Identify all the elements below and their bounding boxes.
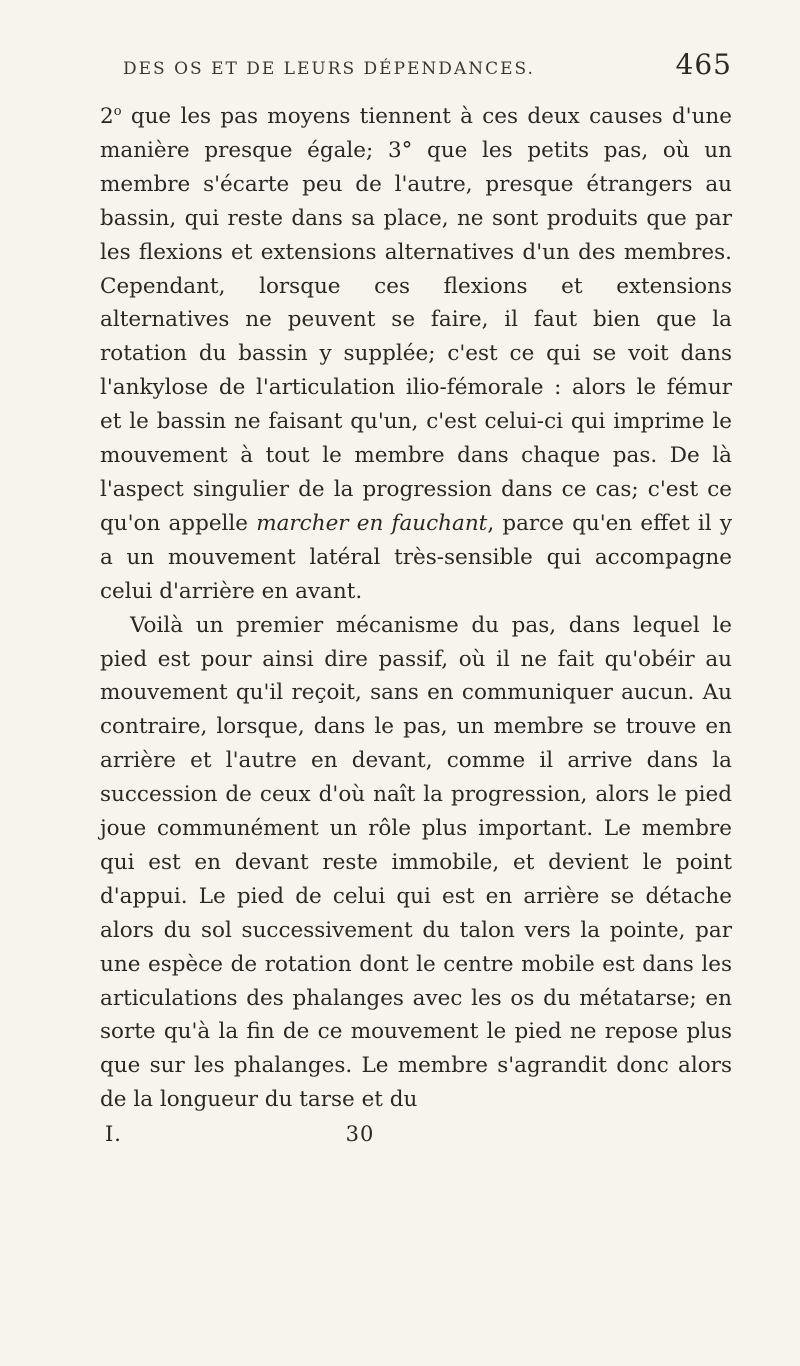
running-title: DES OS ET DE LEURS DÉPENDANCES. <box>123 59 535 79</box>
paragraph-1-text-after: , parce qu'en effet il y a un mouvement latéral très-sensible qui accompagne celui d'arrière en avant. <box>100 510 732 604</box>
paragraph-2: Voilà un premier mécanisme du pas, dans lequel le pied est pour ainsi dire passif, où il ne fait qu'obéir au mouvement qu'il reçoit, sans en communiquer aucun. Au contraire, lorsque, dans le pas, un membre se trouve en arrière et l'autre en devant, comme il arrive dans la succession de ceux d'où naît la progression, alors le pied joue communément un rôle plus important. Le membre qui est en devant reste immobile, et devient le point d'appui. Le pied de celui qui est en arrière se détache alors du sol successivement du talon vers la pointe, par une espèce de rotation dont le centre mobile est dans les articulations des phalanges avec les os du métatarse; en sorte qu'à la fin de ce mouvement le pied ne repose plus que sur les phalanges. Le membre s'agrandit donc alors de la longueur du tarse et du <box>100 612 732 1113</box>
page-footer <box>100 1119 732 1149</box>
lead-ordinal-mark: o <box>113 103 122 119</box>
gathering-number: 30 <box>345 1122 375 1147</box>
running-head <box>100 48 732 82</box>
page-number: 465 <box>675 48 732 81</box>
paragraph-1-text-before: que les pas moyens tiennent à ces deux causes d'une manière presque égale; 3° que les petits pas, où un membre s'écarte peu de l'autre, presque étrangers au bassin, qui reste dans sa place, ne sont produits que par les flexions et extensions alternatives d'un des membres. Cependant, lorsque ces flexions et extensions alternatives ne peuvent se faire, il faut bien que la rotation du bassin y supplée; c'est ce qui se voit dans l'ankylose de l'articulation ilio-fémorale : alors le fémur et le bassin ne faisant qu'un, c'est celui-ci qui imprime le mouvement à tout le membre dans chaque pas. De là l'aspect singulier de la progression dans ce cas; c'est ce qu'on appelle <box>100 104 732 536</box>
signature-mark: I. <box>105 1122 122 1147</box>
body-text <box>100 100 732 1117</box>
italic-phrase: marcher en fauchant <box>256 510 488 536</box>
paragraph-1 <box>100 100 732 609</box>
lead-number: 2 <box>100 104 114 129</box>
